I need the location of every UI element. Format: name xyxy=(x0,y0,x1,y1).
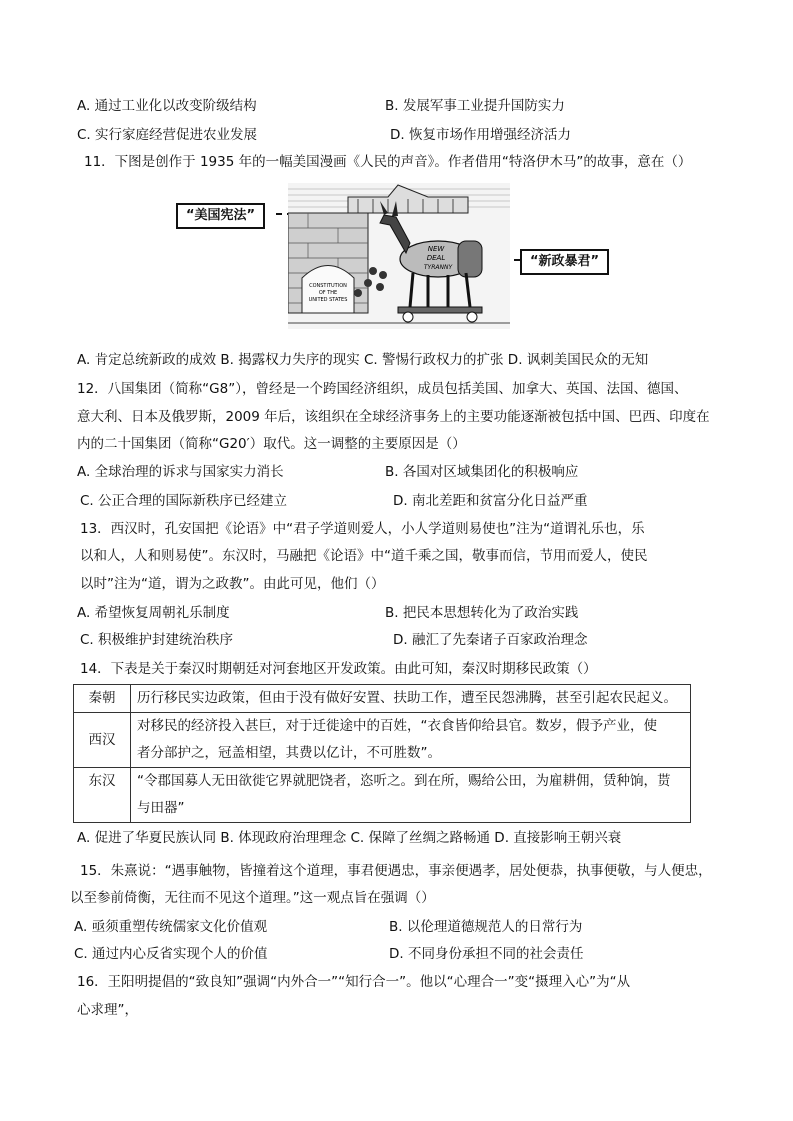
q15-stem-line-1: 15．朱熹说：“遇事触物，皆撞着这个道理，事君便遇忠，事亲便遇孝，居处便恭，执事便敬，与人便忠， xyxy=(80,863,712,879)
q12-option-c: C. 公正合理的国际新秩序已经建立 xyxy=(80,493,288,509)
cartoon-gate-text-2: OF THE xyxy=(318,290,338,296)
table-row xyxy=(74,768,691,823)
cartoon-horse-text-3: TYRANNY xyxy=(423,264,453,271)
q12-stem-line-3: 内的二十国集团（简称“G20′）取代。这一调整的主要原因是（） xyxy=(77,436,466,452)
q13-option-b: B. 把民本思想转化为了政治实践 xyxy=(385,605,579,621)
cartoon-gate-text-1: CONSTITUTION xyxy=(309,283,347,289)
q16-stem-line-1: 16．王阳明提倡的“致良知”强调“内外合一”“知行合一”。他以“心理合一”变“摄理入心”为“从 xyxy=(77,974,631,990)
table-content-line: “令郡国募人无田欲徙它界就肥饶者，恣听之。到在所，赐给公田，为雇耕佣，赁种饷，贳 xyxy=(137,773,671,789)
table-row xyxy=(74,713,691,768)
table-content-cell xyxy=(131,685,691,713)
q11-options: A. 肯定总统新政的成效 B. 揭露权力失序的现实 C. 警惕行政权力的扩张 D. 讽刺美国民众的无知 xyxy=(77,352,649,368)
table-content-line: 者分部护之，冠盖相望，其费以亿计，不可胜数”。 xyxy=(137,745,441,761)
trojan-horse-cartoon xyxy=(288,183,510,329)
q12-option-d: D. 南北差距和贫富分化日益严重 xyxy=(393,493,588,509)
callout-new-deal: “新政暴君” xyxy=(520,249,609,275)
q14-options: A. 促进了华夏民族认同 B. 体现政府治理理念 C. 保障了丝绸之路畅通 D. 直接影响王朝兴衰 xyxy=(77,830,622,846)
q13-option-d: D. 融汇了先秦诸子百家政治理念 xyxy=(393,632,588,648)
q16-stem-line-2: 心求理”， xyxy=(77,1002,138,1018)
table-content-line: 历行移民实边政策，但由于没有做好安置、扶助工作，遭至民怨沸腾，甚至引起农民起义。 xyxy=(137,690,677,706)
cartoon-horse-text-1: NEW xyxy=(427,245,445,253)
q15-stem-line-2: 以至参前倚衡，无往而不见这个道理。”这一观点旨在强调（） xyxy=(70,890,435,906)
q10-option-d: D. 恢复市场作用增强经济活力 xyxy=(390,127,571,143)
q14-stem: 14．下表是关于秦汉时期朝廷对河套地区开发政策。由此可知，秦汉时期移民政策（） xyxy=(80,661,597,677)
q10-option-a: A. 通过工业化以改变阶级结构 xyxy=(77,98,257,114)
callout-constitution: “美国宪法” xyxy=(176,203,265,229)
table-content-cell xyxy=(131,713,691,768)
q13-option-a: A. 希望恢复周朝礼乐制度 xyxy=(77,605,230,621)
q12-stem-line-1: 12．八国集团（简称“G8”），曾经是一个跨国经济组织，成员包括美国、加拿大、英国、法国、德国、 xyxy=(77,381,688,397)
q13-stem-line-2: 以和人，人和则易使”。东汉时，马融把《论语》中“道千乘之国，敬事而信，节用而爱人，使民 xyxy=(80,548,648,564)
cartoon-gate-text-3: UNITED STATES xyxy=(308,297,348,303)
table-period-cell: 西汉 xyxy=(74,713,131,768)
q10-option-b: B. 发展军事工业提升国防实力 xyxy=(385,98,565,114)
q10-option-c: C. 实行家庭经营促进农业发展 xyxy=(77,127,258,143)
q13-stem-line-3: 以时”注为“道，谓为之政教”。由此可见，他们（） xyxy=(80,576,385,592)
q12-option-a: A. 全球治理的诉求与国家实力消长 xyxy=(77,464,284,480)
q11-stem: 11．下图是创作于 1935 年的一幅美国漫画《人民的声音》。作者借用“特洛伊木马”的故事，意在（） xyxy=(84,154,692,170)
table-period-cell: 秦朝 xyxy=(74,685,131,713)
table-content-cell xyxy=(131,768,691,823)
q14-table xyxy=(73,684,691,823)
table-row xyxy=(74,685,691,713)
q15-option-b: B. 以伦理道德规范人的日常行为 xyxy=(389,919,583,935)
table-period-cell: 东汉 xyxy=(74,768,131,823)
q15-option-a: A. 亟须重塑传统儒家文化价值观 xyxy=(74,919,268,935)
q12-option-b: B. 各国对区域集团化的积极响应 xyxy=(385,464,579,480)
q15-option-d: D. 不同身份承担不同的社会责任 xyxy=(389,946,584,962)
q13-stem-line-1: 13．西汉时，孔安国把《论语》中“君子学道则爱人，小人学道则易使也”注为“道谓礼乐也，乐 xyxy=(80,521,645,537)
q12-stem-line-2: 意大利、日本及俄罗斯，2009 年后，该组织在全球经济事务上的主要功能逐渐被包括中国、巴西、印度在 xyxy=(77,409,710,425)
table-content-line: 对移民的经济投入甚巨，对于迁徙途中的百姓，“衣食皆仰给县官。数岁，假予产业，使 xyxy=(137,718,657,734)
q15-option-c: C. 通过内心反省实现个人的价值 xyxy=(74,946,268,962)
cartoon-horse-text-2: DEAL xyxy=(426,254,446,262)
q13-option-c: C. 积极维护封建统治秩序 xyxy=(80,632,234,648)
table-content-line: 与田器” xyxy=(137,800,185,816)
